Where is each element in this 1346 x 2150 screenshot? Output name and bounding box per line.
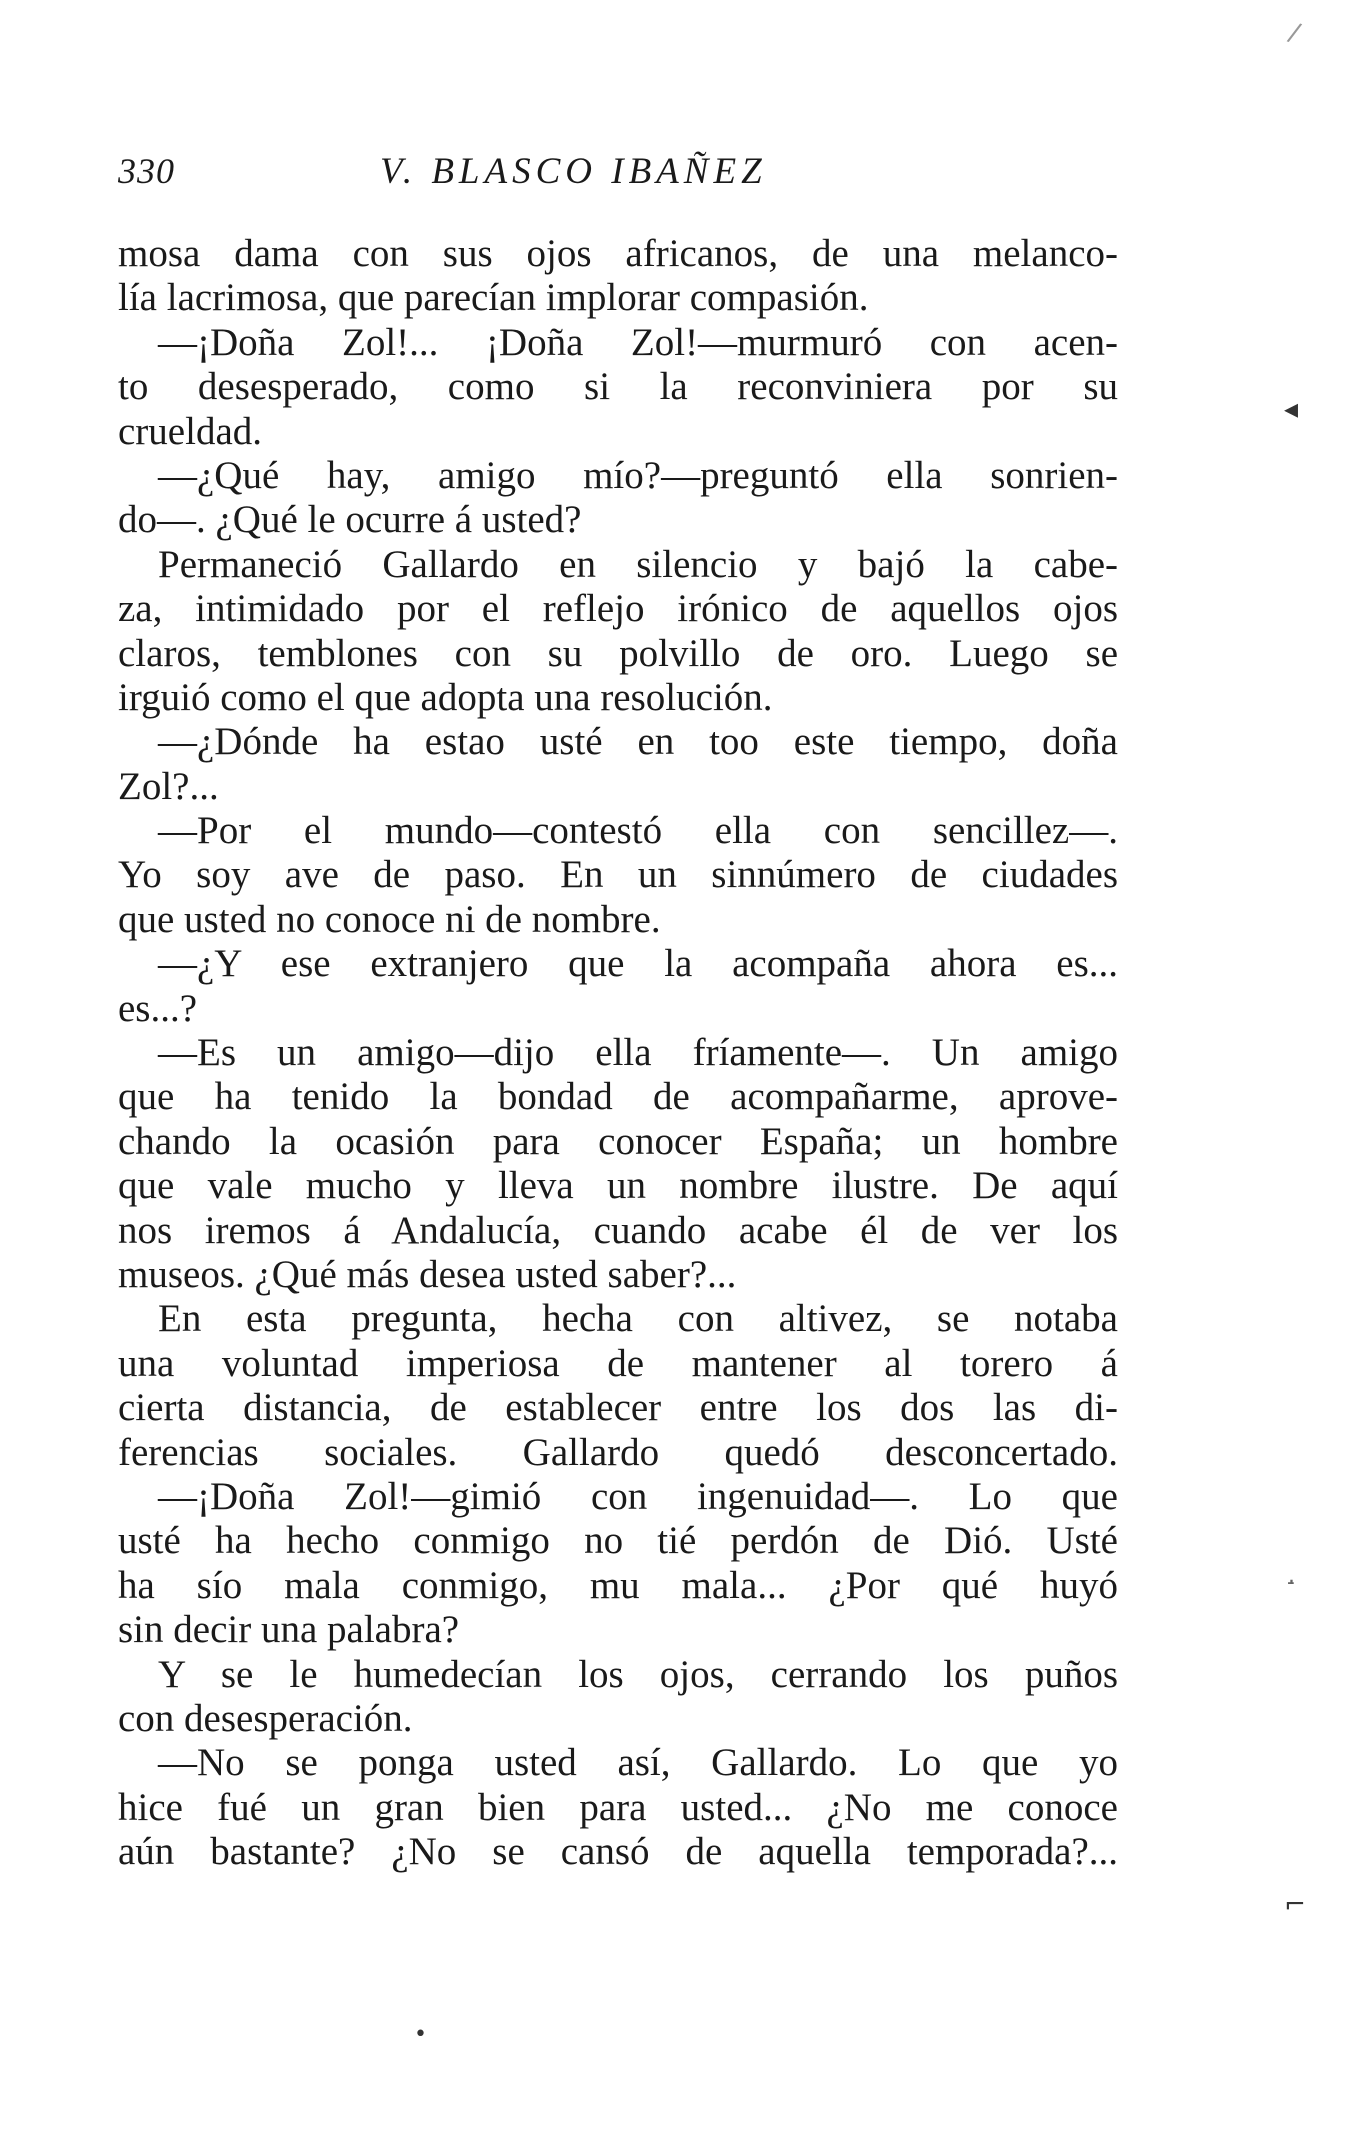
text-line: sin decir una palabra? — [118, 1608, 460, 1652]
text-line: —¡Doña Zol!—gimió con ingenuidad—. Lo que — [158, 1474, 1118, 1518]
text-line: ferencias sociales. Gallardo quedó desconcertado. — [118, 1430, 1118, 1474]
text-line: museos. ¿Qué más desea usted saber?... — [118, 1252, 737, 1296]
text-line: Y se le humedecían los ojos, cerrando los puños — [158, 1652, 1118, 1696]
text-line: aún bastante? ¿No se cansó de aquella temporada?... — [118, 1830, 1118, 1874]
text-line: —No se ponga usted así, Gallardo. Lo que yo — [158, 1741, 1118, 1785]
text-line: mosa dama con sus ojos africanos, de una melanco- — [118, 232, 1118, 275]
text-line: que ha tenido la bondad de acompañarme, aprove- — [118, 1075, 1118, 1119]
scan-mark: ◂ — [1284, 392, 1299, 425]
text-line: crueldad. — [118, 409, 263, 453]
text-line: Zol?... — [118, 764, 219, 808]
text-line: —Por el mundo—contestó ella con sencillez—. — [158, 809, 1118, 853]
text-line: to desesperado, como si la reconviniera por su — [118, 365, 1118, 409]
text-line: que usted no conoce ni de nombre. — [118, 897, 661, 941]
text-line: do—. ¿Qué le ocurre á usted? — [118, 498, 582, 542]
text-line: cierta distancia, de establecer entre los dos las di- — [118, 1386, 1118, 1430]
text-line: es...? — [118, 986, 198, 1030]
text-line: hice fué un gran bien para usted... ¿No me conoce — [118, 1785, 1118, 1829]
body-text — [118, 232, 1118, 1874]
running-title: V. BLASCO IBAÑEZ — [380, 151, 767, 192]
scan-mark: ⌐ — [1284, 1890, 1306, 1920]
text-line: —Es un amigo—dijo ella fríamente—. Un amigo — [158, 1031, 1118, 1075]
scan-mark: ·̵ — [1288, 1570, 1295, 1595]
text-line: —¿Dónde ha estao usté en too este tiempo, doña — [158, 720, 1118, 764]
page-number: 330 — [118, 151, 175, 191]
text-line: que vale mucho y lleva un nombre ilustre. De aquí — [118, 1164, 1118, 1208]
text-line: En esta pregunta, hecha con altivez, se notaba — [158, 1297, 1118, 1341]
text-line: Yo soy ave de paso. En un sinnúmero de ciudades — [118, 853, 1118, 897]
text-line: lía lacrimosa, que parecían implorar compasión. — [118, 276, 869, 320]
scan-mark: • — [414, 2022, 427, 2047]
scan-mark: / — [1285, 17, 1304, 49]
text-line: ha sío mala conmigo, mu mala... ¿Por qué huyó — [118, 1563, 1118, 1607]
text-line: con desesperación. — [118, 1696, 413, 1740]
text-line: —¡Doña Zol!... ¡Doña Zol!—murmuró con acen- — [158, 320, 1118, 364]
text-line: irguió como el que adopta una resolución. — [118, 675, 773, 719]
text-line: nos iremos á Andalucía, cuando acabe él de ver los — [118, 1208, 1118, 1252]
page-header — [118, 150, 1118, 210]
text-line: chando la ocasión para conocer España; un hombre — [118, 1119, 1118, 1163]
text-line: —¿Qué hay, amigo mío?—preguntó ella sonrien- — [158, 453, 1118, 497]
text-line: claros, temblones con su polvillo de oro. Luego se — [118, 631, 1118, 675]
text-line: —¿Y ese extranjero que la acompaña ahora es... — [158, 942, 1118, 986]
text-line: za, intimidado por el reflejo irónico de aquellos ojos — [118, 587, 1118, 631]
text-line: usté ha hecho conmigo no tié perdón de Dió. Usté — [118, 1519, 1118, 1563]
text-line: Permaneció Gallardo en silencio y bajó la cabe- — [158, 542, 1118, 586]
text-line: una voluntad imperiosa de mantener al torero á — [118, 1341, 1118, 1385]
